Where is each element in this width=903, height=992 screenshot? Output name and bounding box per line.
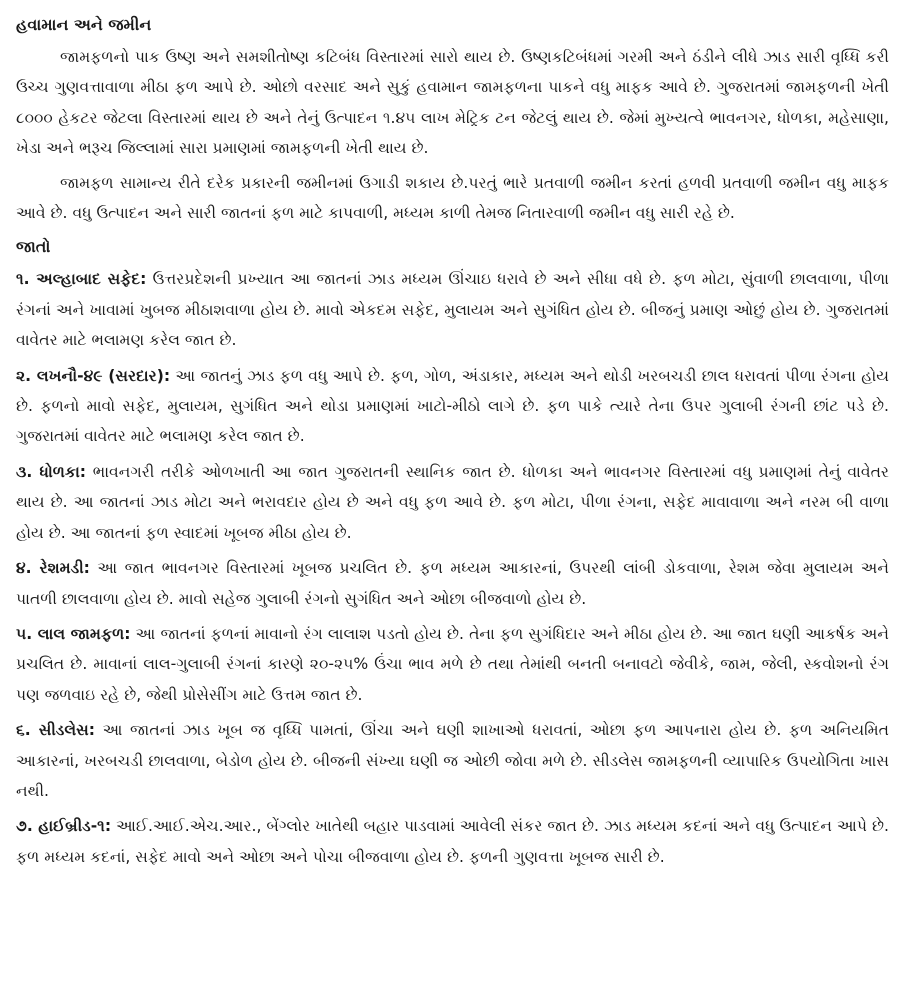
variety-description: ઉત્તરપ્રદેશની પ્રખ્યાત આ જાતનાં ઝાડ મધ્યમ ઊંચાઇ ધરાવે છે અને સીધા વધે છે. ફળ મોટા, સુંવાળી છાલવાળા, પીળા રંગનાં અને ખાવામાં ખુબજ મીઠાશવાળા હોય છે. માવો એકદમ સફેદ, મુલાયમ અને સુગંધિત હોય છે. બીજનું પ્રમાણ ઓછું હોય છે. ગુજરાતમાં વાવેતર માટે ભલામણ કરેલ જાત છે. — [16, 270, 889, 350]
climate-paragraph: જામફળનો પાક ઉષ્ણ અને સમશીતોષ્ણ કટિબંધ વિસ્તારમાં સારો થાય છે. ઉષ્ણકટિબંધમાં ગરમી અને ઠંડીને લીધે ઝાડ સારી વૃધ્ધિ કરી ઉચ્ચ ગુણવત્તાવાળા મીઠા ફળ આપે છે. ઓછો વરસાદ અને સુકું હવામાન જામફળના પાકને વધુ માફક આવે છે. ગુજરાતમાં જામફળની ખેતી ૮૦૦૦ હેકટર જેટલા વિસ્તારમાં થાય છે અને તેનું ઉત્પાદન ૧.૪૫ લાખ મેટ્રિક ટન જેટલું થાય છે. જેમાં મુખ્યત્વે ભાવનગર, ધોળકા, મહેસાણા, ખેડા અને ભરૂચ જિલ્લામાં સારા પ્રમાણમાં જામફળની ખેતી થાય છે. — [16, 48, 889, 158]
variety-name: ૩. ધોળકા: — [16, 462, 87, 481]
variety-name: ૫. લાલ જામફળ: — [16, 624, 131, 643]
variety-name: ૬. સીડલેસ: — [16, 721, 96, 740]
variety-description: આ જાતનાં ઝાડ ખૂબ જ વૃધ્ધિ પામતાં, ઊંચા અને ઘણી શાખાઓ ધરાવતાં, ઓછા ફળ આપનારા હોય છે. ફળ અનિયમિત આકારનાં, ખરબચડી છાલવાળા, બેડોળ હોય છે. બીજની સંખ્યા ઘણી જ ઓછી જોવા મળે છે. સીડલેસ જામફળની વ્યાપારિક ઉપયોગિતા ખાસ નથી. — [16, 721, 889, 800]
variety-description: ભાવનગરી તરીકે ઓળખાતી આ જાત ગુજરાતની સ્થાનિક જાત છે. ધોળકા અને ભાવનગર વિસ્તારમાં વધુ પ્રમાણમાં તેનું વાવેતર થાય છે. આ જાતનાં ઝાડ મોટા અને ભરાવદાર હોય છે અને વધુ ફળ આવે છે. ફળ મોટા, પીળા રંગના, સફેદ માવાવાળા અને નરમ બી વાળા હોય છે. આ જાતનાં ફળ સ્વાદમાં ખૂબજ મીઠા હોય છે. — [16, 462, 889, 542]
variety-item — [16, 264, 889, 355]
variety-item — [16, 553, 889, 614]
variety-name: ૭. હાઈબ્રીડ-૧: — [16, 817, 112, 836]
variety-item — [16, 811, 889, 872]
variety-description: આ જાત ભાવનગર વિસ્તારમાં ખૂબજ પ્રચલિત છે. ફળ મધ્યમ આકારનાં, ઉપરથી લાંબી ડોકવાળા, રેશમ જેવા મુલાયમ અને પાતળી છાલવાળા હોય છે. માવો સહેજ ગુલાબી રંગનો સુગંધિત અને ઓછા બીજવાળો હોય છે. — [16, 559, 889, 608]
variety-item — [16, 715, 889, 806]
variety-item — [16, 457, 889, 548]
soil-paragraph: જામફળ સામાન્ય રીતે દરેક પ્રકારની જમીનમાં ઉગાડી શકાય છે.પરતું ભારે પ્રતવાળી જમીન કરતાં હળવી પ્રતવાળી જમીન વધુ માફક આવે છે. વધુ ઉત્પાદન અને સારી જાતનાં ફળ માટે કાપવાળી, મધ્યમ કાળી તેમજ નિતારવાળી જમીન વધુ સારી રહે છે. — [16, 173, 889, 223]
variety-description: આ જાતનું ઝાડ ફળ વધુ આપે છે. ફળ, ગોળ, અંડાકાર, મધ્યમ અને થોડી ખરબચડી છાલ ધરાવતાં પીળા રંગના હોય છે. ફળનો માવો સફેદ, મુલાયમ, સુગંધિત અને થોડા પ્રમાણમાં ખાટો-મીઠો લાગે છે. ફળ પાકે ત્યારે તેના ઉપર ગુલાબી રંગની છાંટ પડે છે. ગુજરાતમાં વાવેતર માટે ભલામણ કરેલ જાત છે. — [16, 366, 889, 446]
variety-description: આ જાતનાં ફળનાં માવાનો રંગ લાલાશ પડતો હોય છે. તેના ફળ સુગંધિદાર અને મીઠા હોય છે. આ જાત ઘણી આકર્ષક અને પ્રચલિત છે. માવાનાં લાલ-ગુલાબી રંગનાં કારણે ૨૦-૨૫% ઉંચા ભાવ મળે છે તથા તેમાંથી બનતી બનાવટો જેવીકે, જામ, જેલી, સ્કવોશનો રંગ પણ જળવાઇ રહે છે, જેથી પ્રોસેસીંગ માટે ઉત્તમ જાત છે. — [16, 624, 889, 704]
variety-name: ૧. અલ્હાબાદ સફેદ: — [16, 270, 147, 289]
variety-item — [16, 361, 889, 452]
variety-description: આઈ.આઈ.એચ.આર., બેંગ્લોર ખાતેથી બહાર પાડવામાં આવેલી સંકર જાત છે. ઝાડ મધ્યમ કદનાં અને વધુ ઉત્પાદન આપે છે. ફળ મધ્યમ કદનાં, સફેદ માવો અને ઓછા અને પોચા બીજવાળા હોય છે. ફળની ગુણવત્તા ખૂબજ સારી છે. — [16, 817, 889, 866]
varieties-heading: જાતો — [16, 237, 51, 257]
variety-name: ૨. લખનૌ-૪૯ (સરદાર): — [16, 366, 171, 385]
variety-item — [16, 619, 889, 710]
section-title: હવામાન અને જમીન — [16, 15, 152, 34]
variety-name: ૪. રેશમડી: — [16, 559, 90, 578]
